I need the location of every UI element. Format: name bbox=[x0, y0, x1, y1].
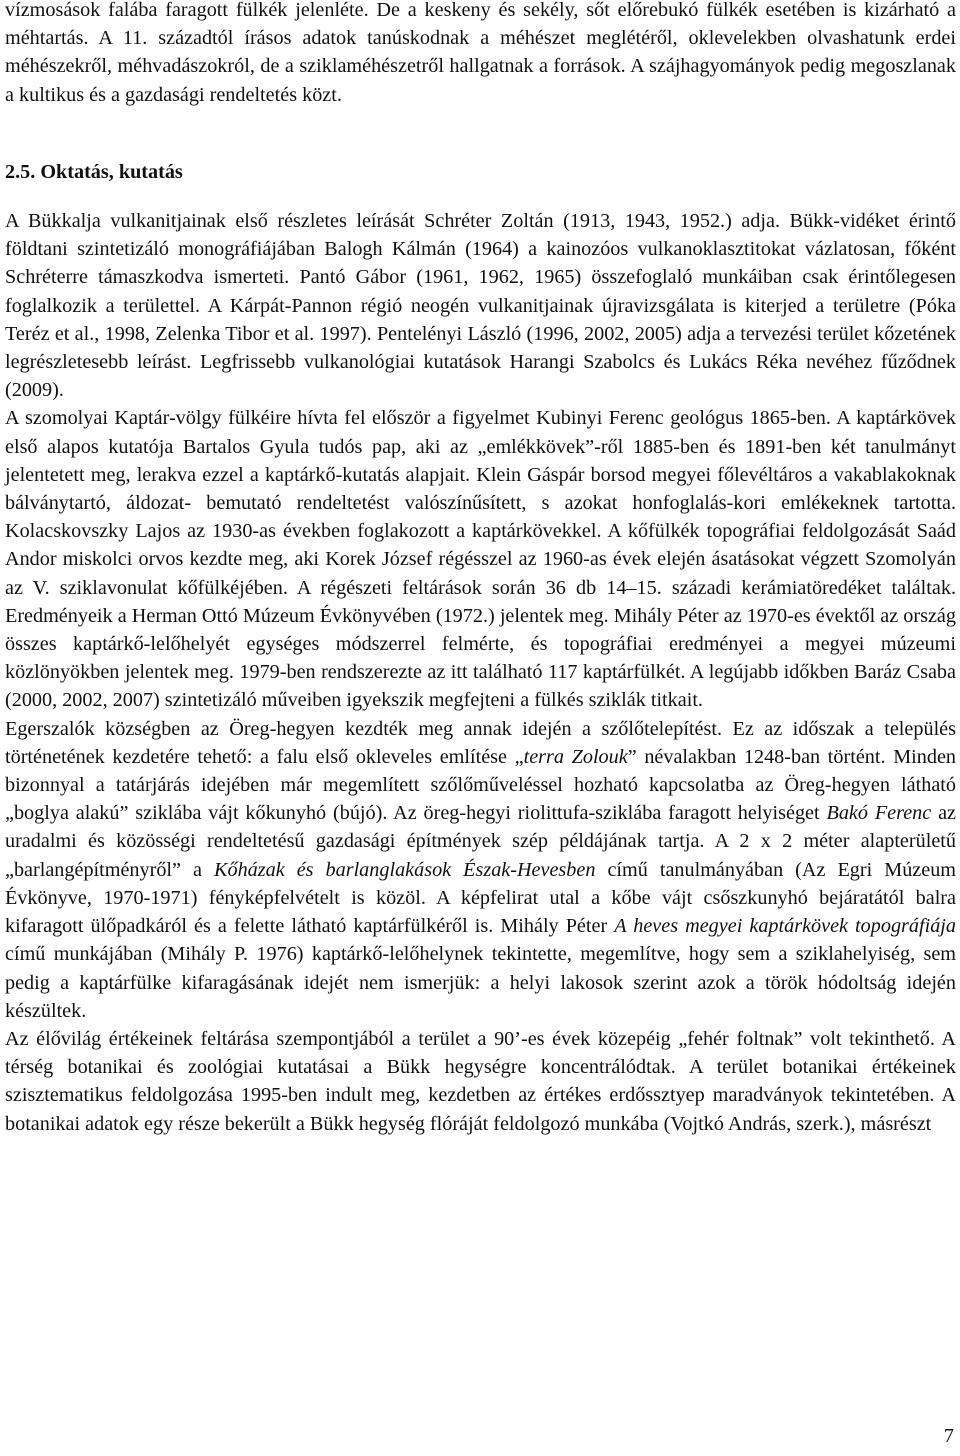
italic-text: terra Zolouk bbox=[523, 745, 628, 768]
text-run: című munkájában (Mihály P. 1976) kaptárkő-lelőhelynek tekintette, megemlítve, hogy sem a sziklahelyiség, sem pedig a kaptárfülke kifaragásának idejét nem ismerjük: a helyi lakosok szerint azok a török hódoltság idején készültek. bbox=[5, 943, 956, 1022]
text-run: vízmosások falába faragott fülkék jelenléte. De a keskeny és sekély, sőt előrebukó fülkék esetében is kizárható a méhtartás. A 11. századtól írásos adatok tanúskodnak a méhészet meglétéről, oklevelekben olvashatunk erdei méhészekről, méhvadászokról, de a sziklaméhészetről hallgatnak a források. A szájhagyományok pedig megoszlanak a kultikus és a gazdasági rendeltetés közt. bbox=[5, 0, 956, 106]
page-number: 7 bbox=[943, 1425, 954, 1447]
italic-text: Bakó Ferenc bbox=[826, 802, 932, 825]
text-run: Egerszalók községben az Öreg-hegyen kezdték meg annak idején a szőlőtelepítést. Ez az időszak a település történetének kezdetére tehető: a falu első okleveles említése „ bbox=[5, 717, 956, 768]
text-run: A szomolyai Kaptár-völgy fülkéire hívta fel először a figyelmet Kubinyi Ferenc geológus 1865-ben. A kaptárkövek első alapos kutatója Bartalos Gyula tudós pap, aki az „emlékkövek”-ről 1885-ben és 1891-ben két tanulmányt jelentetett meg, lerakva ezzel a kaptárkő-kutatás alapjait. Klein Gáspár borsod megyei főlevéltáros a vakablakoknak bálványtartó, áldozat- bemutató rendeltetést valószínűsített, s azokat honfoglalás-kori emlékeknek tartotta. Kolacskovszky Lajos az 1930-as években foglakozott a kaptárkövekkel. A kőfülkék topográfiai feldolgozását Saád Andor miskolci orvos kezdte meg, aki Korek József régésszel az 1960-as évek elején ásatásokat végzett Szomolyán az V. sziklavonulat kőfülkéjében. A régészeti feltárások során 36 db 14–15. századi kerámiatöredéket találtak. Eredményeik a Herman Ottó Múzeum Évkönyvében (1972.) jelentek meg. Mihály Péter az 1970-es évektől az ország összes kaptárkő-lelőhelyét egységes módszerrel felmérte, és topográfiai eredményei a megyei múzeumi közlönyökben jelentek meg. 1979-ben rendszerezte az itt található 117 kaptárfülkét. A legújabb időkben Baráz Csaba (2000, 2002, 2007) szintetizáló műveiben igyekszik megfejteni a fülkés sziklák titkait. bbox=[5, 407, 956, 712]
intro-paragraph bbox=[5, 0, 956, 109]
paragraph-wildlife bbox=[5, 1025, 956, 1138]
section-heading: 2.5. Oktatás, kutatás bbox=[5, 160, 183, 183]
text-run: A Bükkalja vulkanitjainak első részletes leírását Schréter Zoltán (1913, 1943, 1952.) adja. Bükk-vidéket érintő földtani szintetizáló monográfiájában Balogh Kálmán (1964) a kainozóos vulkanoklasztitokat vázlatosan, főként Schréterre támaszkodva ismerteti. Pantó Gábor (1961, 1962, 1965) összefoglaló munkáiban csak érintőlegesen foglalkozik a területtel. A Kárpát-Pannon régió neogén vulkanitjainak újravizsgálata is kiterjed a területre (Póka Teréz et al., 1998, Zelenka Tibor et al. 1997). Pentelényi László (1996, 2002, 2005) adja a tervezési terület kőzetének legrészletesebb leírást. Legfrissebb vulkanológiai kutatások Harangi Szabolcs és Lukács Réka nevéhez fűződnek (2009). bbox=[5, 210, 956, 402]
italic-text: Kőházak és barlanglakások Észak-Hevesben bbox=[214, 858, 596, 881]
paragraph-research-geology bbox=[5, 207, 956, 404]
text-run: az uradalmi és közösségi rendeltetésű gazdasági építmények szép példájának tartja. A 2 x 2 méter alapterületű „barlangépítményről” a bbox=[5, 802, 957, 881]
paragraph-egerszalok bbox=[5, 715, 956, 1025]
document-page bbox=[5, 0, 956, 1138]
text-run: ” névalakban 1248-ban történt. Minden bizonnyal a tatárjárás idejében már megemlített szőlőműveléssel hozható kapcsolatba az Öreg-hegyen látható „boglya alakú” sziklába vájt kőkunyhó (bújó). Az öreg-hegyi riolittufa-sziklába faragott helyiséget bbox=[5, 745, 956, 825]
text-run: című tanulmányában (Az Egri Múzeum Évkönyve, 1970-1971) fényképfelvételt is közöl. A képfelirat utal a kőbe vájt csőszkunyhó bejáratától balra kifaragott ülőpadkáról és a felette látható kaptárfülkéről is. Mihály Péter bbox=[5, 858, 957, 938]
paragraph-research-beehive-rocks bbox=[5, 404, 956, 714]
italic-text: A heves megyei kaptárkövek topográfiája bbox=[614, 915, 956, 938]
text-run: Az élővilág értékeinek feltárása szempontjából a terület a 90’-es évek közepéig „fehér foltnak” volt tekinthető. A térség botanikai és zoológiai kutatásai a Bükk hegységre koncentrálódtak. A terület botanikai értékeinek szisztematikus feldolgozása 1995-ben indult meg, kezdetben az értékes erdőssztyep maradványok tekintetében. A botanikai adatok egy része bekerült a Bükk hegység flóráját feldolgozó munkába (Vojtkó András, szerk.), másrészt bbox=[5, 1027, 956, 1135]
